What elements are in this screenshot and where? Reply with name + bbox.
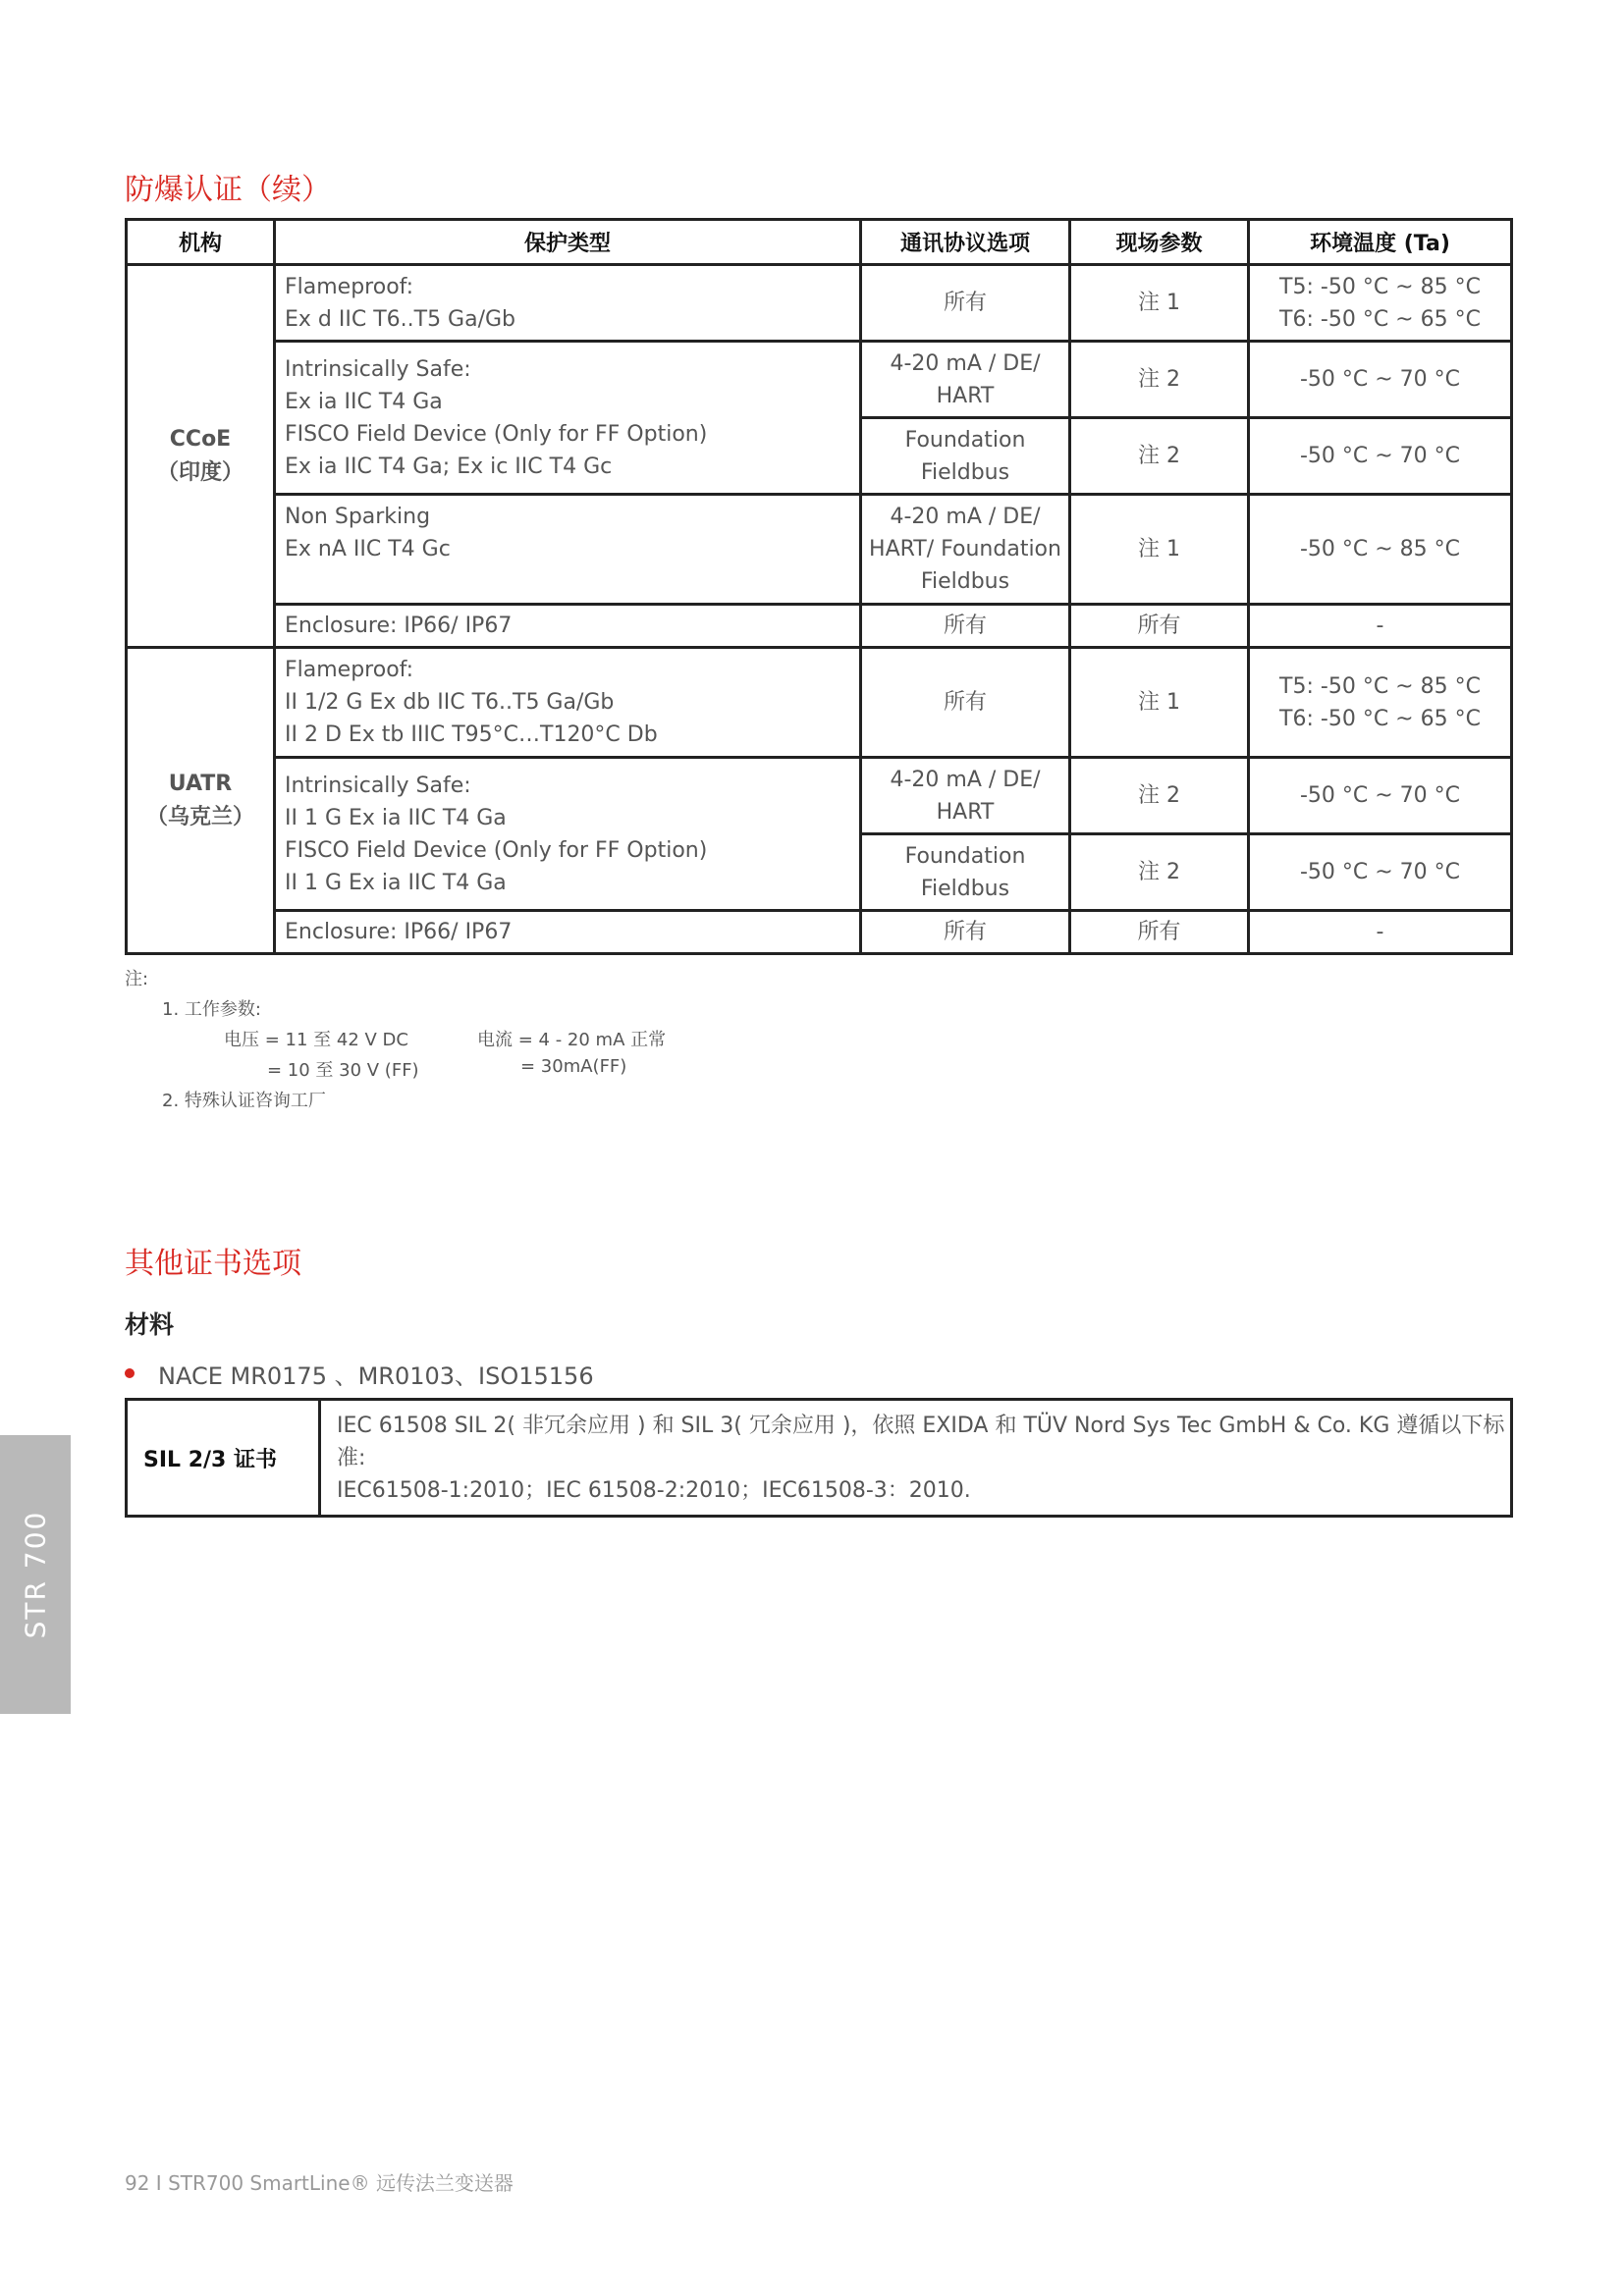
comm-cell: 4-20 mA / DE/ HART bbox=[861, 342, 1070, 418]
notes-label: 注: bbox=[125, 969, 149, 989]
table-header-row bbox=[127, 220, 1512, 265]
comm-cell: Foundation Fieldbus bbox=[861, 418, 1070, 495]
field-cell: 注 2 bbox=[1070, 342, 1249, 418]
table-row bbox=[127, 495, 1512, 605]
table-row bbox=[127, 342, 1512, 418]
note-item-1: 1. 工作参数: bbox=[162, 999, 261, 1020]
note-voltage-1: 电压 = 11 至 42 V DC bbox=[224, 1030, 408, 1050]
note-voltage-2: = 10 至 30 V (FF) bbox=[267, 1060, 419, 1081]
field-cell: 所有 bbox=[1070, 911, 1249, 954]
temp-cell: T5: -50 °C ~ 85 °C T6: -50 °C ~ 65 °C bbox=[1249, 265, 1512, 342]
temp-cell: -50 °C ~ 70 °C bbox=[1249, 418, 1512, 495]
protection-intrinsic: Intrinsically Safe: II 1 G Ex ia IIC T4 Ga FISCO Field Device (Only for FF Option) II 1 G Ex ia IIC T4 Ga bbox=[275, 758, 861, 911]
sil-table bbox=[125, 1398, 1513, 1518]
header-protection-type: 保护类型 bbox=[275, 220, 861, 265]
materials-subtitle: 材料 bbox=[125, 1310, 175, 1339]
protection-nonsparking: Non Sparking Ex nA IIC T4 Gc bbox=[275, 495, 861, 605]
field-cell: 所有 bbox=[1070, 605, 1249, 648]
table-row bbox=[127, 265, 1512, 342]
side-tab-label: STR 700 bbox=[19, 1510, 52, 1639]
header-ambient-temp: 环境温度 (Ta) bbox=[1249, 220, 1512, 265]
comm-cell: 所有 bbox=[861, 648, 1070, 758]
field-cell: 注 2 bbox=[1070, 758, 1249, 834]
protection-enclosure: Enclosure: IP66/ IP67 bbox=[275, 605, 861, 648]
table-row bbox=[127, 605, 1512, 648]
table-row bbox=[127, 648, 1512, 758]
temp-cell: -50 °C ~ 70 °C bbox=[1249, 834, 1512, 911]
temp-cell: T5: -50 °C ~ 85 °C T6: -50 °C ~ 65 °C bbox=[1249, 648, 1512, 758]
temp-cell: - bbox=[1249, 605, 1512, 648]
comm-cell: 所有 bbox=[861, 911, 1070, 954]
comm-cell: 4-20 mA / DE/ HART bbox=[861, 758, 1070, 834]
bullet-icon bbox=[125, 1368, 135, 1378]
field-cell: 注 1 bbox=[1070, 495, 1249, 605]
comm-cell: Foundation Fieldbus bbox=[861, 834, 1070, 911]
protection-enclosure: Enclosure: IP66/ IP67 bbox=[275, 911, 861, 954]
sil-description: IEC 61508 SIL 2( 非冗余应用 ) 和 SIL 3( 冗余应用 )，依照 EXIDA 和 TÜV Nord Sys Tec GmbH & Co. KG 遵循以下标准: IEC61508-1:2010；IEC 61508-2:2010；IEC61508-3：2010. bbox=[320, 1400, 1512, 1517]
protection-intrinsic: Intrinsically Safe: Ex ia IIC T4 Ga FISCO Field Device (Only for FF Option) Ex ia IIC T4 Ga; Ex ic IIC T4 Gc bbox=[275, 342, 861, 495]
note-current-1: 电流 = 4 - 20 mA 正常 bbox=[477, 1030, 667, 1050]
org-ccoe: CCoE （印度） bbox=[127, 265, 275, 648]
header-field-params: 现场参数 bbox=[1070, 220, 1249, 265]
side-tab bbox=[0, 1435, 71, 1714]
comm-cell: 所有 bbox=[861, 605, 1070, 648]
table-row bbox=[127, 758, 1512, 834]
sil-label: SIL 2/3 证书 bbox=[127, 1400, 320, 1517]
table-row bbox=[127, 911, 1512, 954]
field-cell: 注 2 bbox=[1070, 418, 1249, 495]
temp-cell: - bbox=[1249, 911, 1512, 954]
header-organization: 机构 bbox=[127, 220, 275, 265]
field-cell: 注 1 bbox=[1070, 648, 1249, 758]
org-uatr: UATR （乌克兰） bbox=[127, 648, 275, 954]
field-cell: 注 2 bbox=[1070, 834, 1249, 911]
temp-cell: -50 °C ~ 70 °C bbox=[1249, 758, 1512, 834]
header-comm-options: 通讯协议选项 bbox=[861, 220, 1070, 265]
page-footer: 92 I STR700 SmartLine® 远传法兰变送器 bbox=[125, 2171, 514, 2195]
protection-flameproof: Flameproof: Ex d IIC T6..T5 Ga/Gb bbox=[275, 265, 861, 342]
comm-cell: 所有 bbox=[861, 265, 1070, 342]
section-title-other-certs: 其他证书选项 bbox=[125, 1247, 301, 1281]
protection-flameproof: Flameproof: II 1/2 G Ex db IIC T6..T5 Ga/Gb II 2 D Ex tb IIIC T95°C…T120°C Db bbox=[275, 648, 861, 758]
table-row bbox=[127, 1400, 1512, 1517]
note-current-2: = 30mA(FF) bbox=[520, 1056, 627, 1077]
section-title-explosion-proof: 防爆认证（续） bbox=[125, 173, 331, 207]
note-item-2: 2. 特殊认证咨询工厂 bbox=[162, 1091, 326, 1111]
temp-cell: -50 °C ~ 70 °C bbox=[1249, 342, 1512, 418]
materials-bullet-text: NACE MR0175 、MR0103、ISO15156 bbox=[158, 1362, 594, 1390]
temp-cell: -50 °C ~ 85 °C bbox=[1249, 495, 1512, 605]
materials-bullet bbox=[125, 1357, 594, 1391]
certification-table bbox=[125, 218, 1513, 955]
field-cell: 注 1 bbox=[1070, 265, 1249, 342]
comm-cell: 4-20 mA / DE/ HART/ Foundation Fieldbus bbox=[861, 495, 1070, 605]
